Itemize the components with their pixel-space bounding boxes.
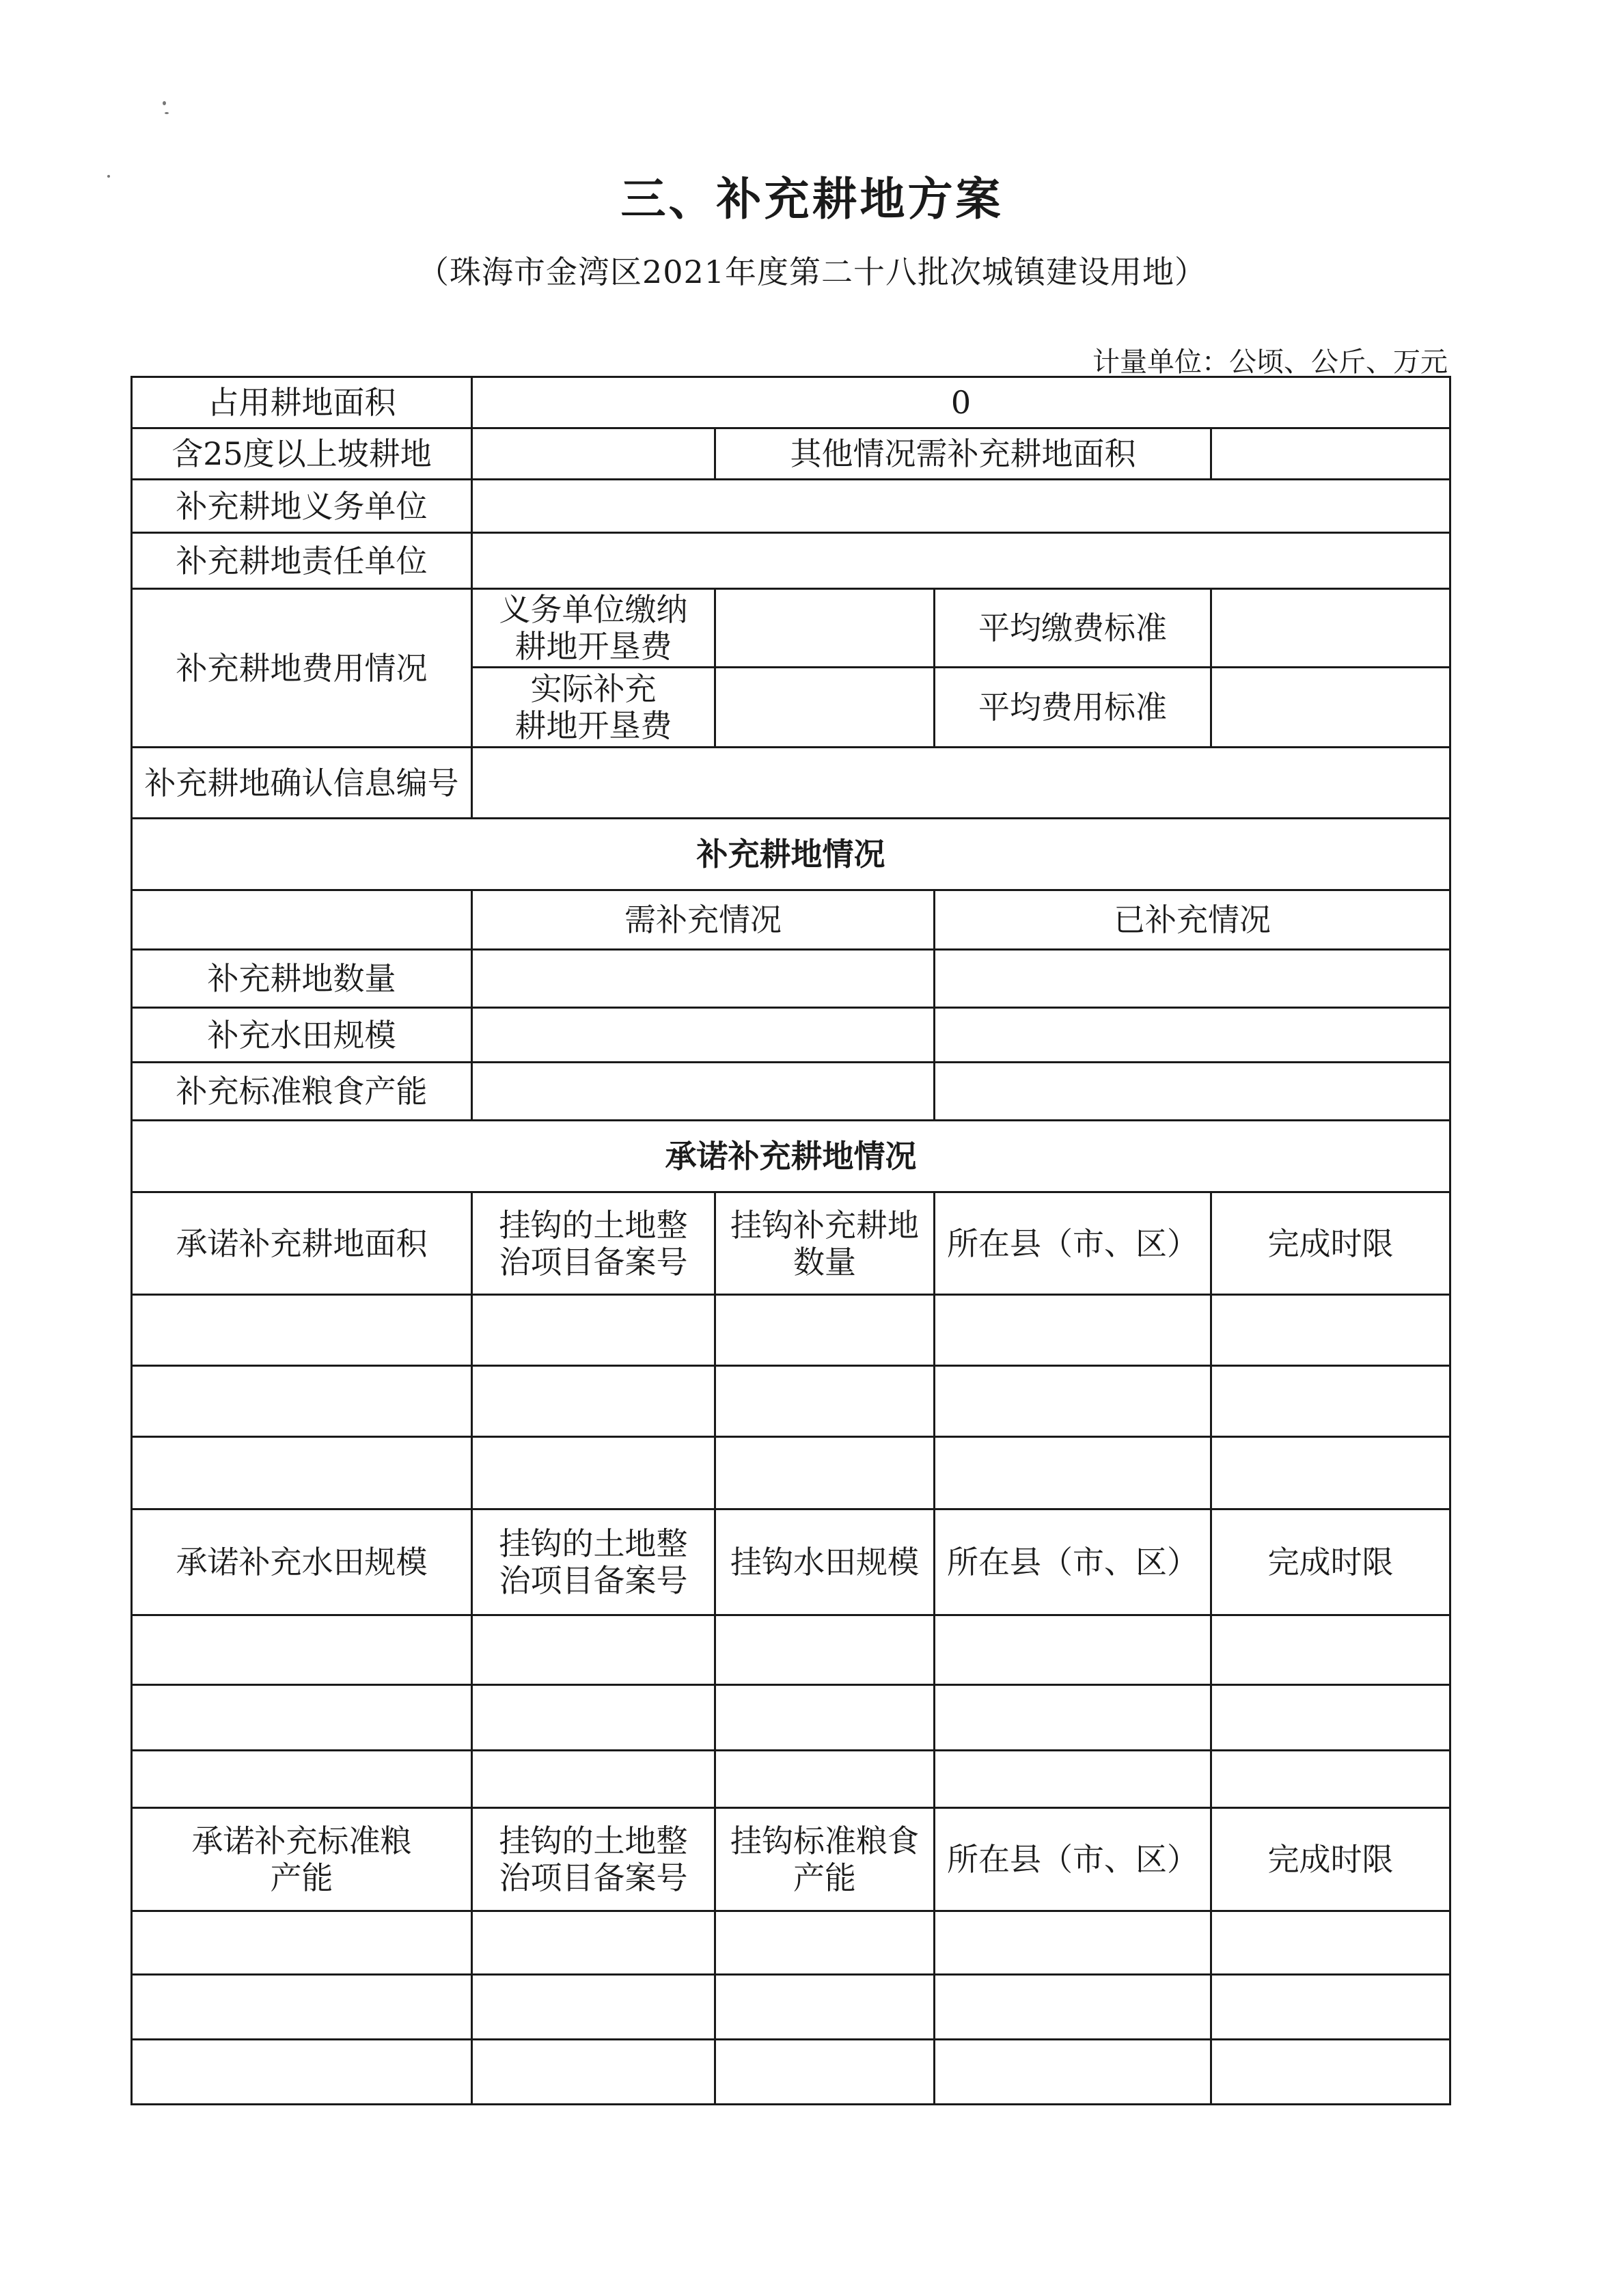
row-commit-grain-header [132, 1808, 1450, 1911]
header-done-supplement: 已补充情况 [935, 890, 1450, 950]
header-linked-project-line1: 挂钩的土地整 [499, 1206, 688, 1244]
scan-speck [165, 112, 169, 114]
header-linked-grain-line1: 挂钩标准粮食 [730, 1822, 919, 1859]
header-commit-grain-line2: 产能 [270, 1859, 333, 1896]
header-commit-grain-line1: 承诺补充标准粮 [191, 1822, 412, 1859]
label-supplement-grain: 补充标准粮食产能 [132, 1063, 472, 1121]
value-fee-paid [715, 589, 935, 668]
value-slope-land [472, 428, 715, 480]
value-done-paddy [935, 1008, 1450, 1063]
header-linked-quantity-line2: 数量 [793, 1243, 856, 1281]
row-responsible [132, 533, 1450, 589]
value-avg-pay [1211, 589, 1450, 668]
header-linked-grain [715, 1808, 935, 1911]
header-linked-project-line2: 治项目备案号 [499, 1859, 688, 1896]
table-row [132, 1975, 1450, 2040]
measurement-unit: 计量单位：公顷、公斤、万元 [1092, 346, 1448, 378]
label-supplement-paddy: 补充水田规模 [132, 1008, 472, 1063]
header-deadline: 完成时限 [1211, 1808, 1450, 1911]
label-supplement-quantity: 补充耕地数量 [132, 950, 472, 1008]
row-slope [132, 428, 1450, 480]
header-county: 所在县（市、区） [935, 1509, 1211, 1615]
table-row [132, 1295, 1450, 1366]
table-row [132, 1366, 1450, 1437]
label-occupied-area: 占用耕地面积 [132, 377, 472, 428]
label-fee: 补充耕地费用情况 [132, 589, 472, 748]
table-row [132, 1911, 1450, 1975]
row-section-supplement [132, 819, 1450, 890]
header-linked-quantity-line1: 挂钩补充耕地 [730, 1206, 919, 1244]
header-linked-project-line2: 治项目备案号 [499, 1562, 688, 1599]
table-row [132, 1615, 1450, 1685]
section-title-commit: 承诺补充耕地情况 [132, 1121, 1450, 1192]
row-section-commit [132, 1121, 1450, 1192]
value-done-quantity [935, 950, 1450, 1008]
header-blank [132, 890, 472, 950]
header-deadline: 完成时限 [1211, 1192, 1450, 1295]
page-title: 三、补充耕地方案 [620, 173, 1004, 226]
label-other-area: 其他情况需补充耕地面积 [715, 428, 1211, 480]
value-need-grain [472, 1063, 935, 1121]
label-obligation-unit: 补充耕地义务单位 [132, 480, 472, 533]
header-linked-project-line1: 挂钩的土地整 [499, 1525, 688, 1562]
header-county: 所在县（市、区） [935, 1808, 1211, 1911]
header-deadline: 完成时限 [1211, 1509, 1450, 1615]
supplement-plan-table [130, 376, 1451, 2105]
table-row [132, 1751, 1450, 1808]
row-supplement-grain [132, 1063, 1450, 1121]
scan-speck [163, 101, 166, 105]
row-obligation [132, 480, 1450, 533]
table-row [132, 2040, 1450, 2105]
header-linked-project-line1: 挂钩的土地整 [499, 1822, 688, 1859]
header-linked-project [472, 1192, 715, 1295]
value-need-quantity [472, 950, 935, 1008]
value-occupied-area: 0 [472, 377, 1450, 428]
row-occupied [132, 377, 1450, 428]
value-done-grain [935, 1063, 1450, 1121]
header-linked-quantity [715, 1192, 935, 1295]
header-commit-area: 承诺补充耕地面积 [132, 1192, 472, 1295]
value-other-area [1211, 428, 1450, 480]
row-supplement-header [132, 890, 1450, 950]
label-fee-paid-line2: 耕地开垦费 [514, 628, 672, 665]
value-fee-actual [715, 668, 935, 748]
label-fee-paid [472, 589, 715, 668]
label-avg-pay: 平均缴费标准 [935, 589, 1211, 668]
value-avg-cost [1211, 668, 1450, 748]
row-confirm [132, 748, 1450, 819]
header-linked-project-line2: 治项目备案号 [499, 1243, 688, 1281]
label-fee-actual [472, 668, 715, 748]
header-linked-project [472, 1509, 715, 1615]
page-subtitle: （珠海市金湾区2021年度第二十八批次城镇建设用地） [417, 254, 1207, 290]
table-row [132, 1685, 1450, 1751]
header-commit-paddy: 承诺补充水田规模 [132, 1509, 472, 1615]
value-responsible-unit [472, 533, 1450, 589]
section-title-supplement: 补充耕地情况 [132, 819, 1450, 890]
header-county: 所在县（市、区） [935, 1192, 1211, 1295]
label-confirm-number: 补充耕地确认信息编号 [132, 748, 472, 819]
row-commit-paddy-header [132, 1509, 1450, 1615]
label-avg-cost: 平均费用标准 [935, 668, 1211, 748]
header-commit-grain [132, 1808, 472, 1911]
row-supplement-quantity [132, 950, 1450, 1008]
label-responsible-unit: 补充耕地责任单位 [132, 533, 472, 589]
value-obligation-unit [472, 480, 1450, 533]
header-linked-paddy: 挂钩水田规模 [715, 1509, 935, 1615]
label-fee-actual-line2: 耕地开垦费 [514, 707, 672, 744]
row-fee-paid [132, 589, 1450, 668]
value-need-paddy [472, 1008, 935, 1063]
label-fee-actual-line1: 实际补充 [530, 670, 657, 707]
header-linked-project [472, 1808, 715, 1911]
header-need-supplement: 需补充情况 [472, 890, 935, 950]
label-slope-land: 含25度以上坡耕地 [132, 428, 472, 480]
table-row [132, 1437, 1450, 1509]
row-commit-area-header [132, 1192, 1450, 1295]
header-linked-grain-line2: 产能 [793, 1859, 856, 1896]
label-fee-paid-line1: 义务单位缴纳 [499, 591, 688, 628]
row-supplement-paddy [132, 1008, 1450, 1063]
value-confirm-number [472, 748, 1450, 819]
